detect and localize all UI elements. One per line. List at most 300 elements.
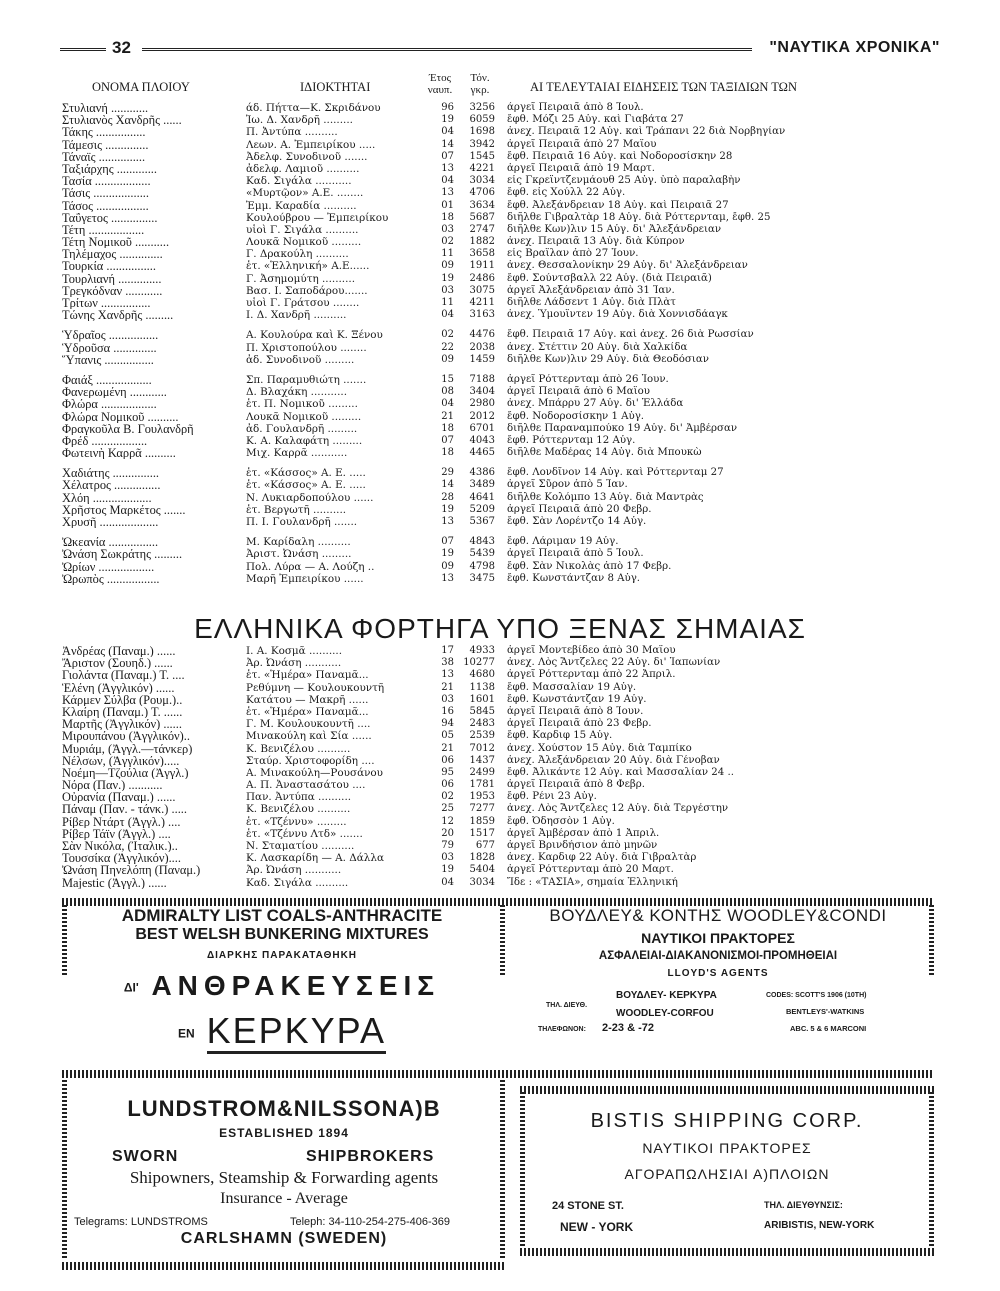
voyage-news: ἔφθ. Ρόττερνταμ 12 Αὐγ. xyxy=(507,434,636,446)
tonnage: 5845 xyxy=(469,705,495,717)
table-row xyxy=(62,816,962,828)
ship-owner: ἑτ. «Τζέννυ» ......... xyxy=(246,815,347,828)
tonnage: 7277 xyxy=(469,803,495,815)
build-year: 13 xyxy=(441,572,454,584)
col-header-year xyxy=(420,72,460,96)
ad-lundstrom-line2: ESTABLISHED 1894 xyxy=(219,1126,349,1140)
tonnage: 6701 xyxy=(469,422,495,434)
ship-name: Ταΰγετος ............... xyxy=(62,211,158,224)
ad-lundstrom-border-right xyxy=(500,1080,505,1260)
voyage-news: ἔφθ. Λάριμαν 19 Αὐγ. xyxy=(507,536,619,548)
voyage-news: ἔφθ. Ρένι 23 Αὐγ. xyxy=(507,791,597,803)
ship-owner: Πολ. Λύρα — Α. Λούζη .. xyxy=(246,560,375,573)
voyage-news: ἀνεχ. Στέττιν 20 Αὐγ. διὰ Χαλκίδα xyxy=(507,341,688,353)
ship-name: Τάσις .................. xyxy=(62,187,149,200)
voyage-news: ἀνεχ. Καρδιφ 22 Αὐγ. διὰ Γιβραλτὰρ xyxy=(507,852,697,864)
table-row xyxy=(62,669,962,681)
voyage-news: ἀνεχ. Μπάρρυ 27 Αὐγ. δι' Ἑλλάδα xyxy=(507,398,684,410)
ad-admiralty-line5 xyxy=(66,1010,498,1052)
tonnage: 3034 xyxy=(469,876,495,888)
ship-owner: Μιχ. Καρρᾶ ........... xyxy=(246,447,348,460)
ship-name: Χλόη ................... xyxy=(62,491,152,504)
table-row xyxy=(62,657,962,669)
ship-name: Τουρλιανή .............. xyxy=(62,272,162,285)
col-header-news: ΑΙ ΤΕΛΕΥΤΑΙΑΙ ΕΙΔΗΣΕΙΣ ΤΩΝ ΤΑΞΙΔΙΩΝ ΤΩΝ xyxy=(530,80,797,94)
build-year: 09 xyxy=(441,353,454,365)
build-year: 17 xyxy=(441,645,454,656)
table-row xyxy=(62,779,962,791)
table-row xyxy=(62,479,962,491)
ship-name: Φλώρα .................. xyxy=(62,398,157,411)
table-row xyxy=(62,187,962,199)
voyage-news: ἔφθ. Σούντσβαλλ 22 Αὐγ. (διὰ Πειραιᾶ) xyxy=(507,272,712,284)
tonnage: 1882 xyxy=(469,236,495,248)
build-year: 04 xyxy=(441,126,454,138)
ad-bistis-border-top xyxy=(520,1086,934,1094)
page-number: 32 xyxy=(112,38,131,57)
voyage-news: ἔφθ. Κωνστάντζαν 8 Αὐγ. xyxy=(507,572,641,584)
voyage-news: ἔφθ. εἰς Χούλλ 22 Αὐγ. xyxy=(507,187,626,199)
table-row xyxy=(62,285,962,297)
tonnage: 4680 xyxy=(469,669,495,681)
build-year: 07 xyxy=(441,434,454,446)
tonnage: 4641 xyxy=(469,491,495,503)
ship-owner: «Μυρτῷον» Α.Ε. ........ xyxy=(246,187,364,200)
voyage-news: διῆλθε Λάδσεντ 1 Αὐγ. διὰ Πλὰτ xyxy=(507,297,676,308)
ship-owner: ἑτ. «Κάσσος» Α. Ε. ..... xyxy=(246,479,366,492)
ad-admiralty-line4 xyxy=(66,970,498,1002)
tonnage: 2747 xyxy=(469,223,495,235)
ship-name: Κλαίρη (Παναμ.) Τ. ...... xyxy=(62,705,183,719)
col-header-tons xyxy=(462,72,498,96)
ship-owner: ἀδ. Συνοδινοῦ ......... xyxy=(246,353,355,366)
ad-bistis-address: 24 STONE ST. xyxy=(552,1200,624,1212)
table-row xyxy=(62,114,962,126)
col-header-tons-top: Τόν. xyxy=(470,72,490,84)
ship-owner: ἑτ. «Ἡμέρα» Παναμᾶ... xyxy=(246,669,369,682)
ad-border-middle xyxy=(62,1070,934,1078)
voyage-news: ἔφθ. Μόζι 25 Αὐγ. καὶ Γιαβάτα 27 xyxy=(507,114,684,126)
ship-owner: υἱοὶ Γ. Σιγάλα .......... xyxy=(246,223,359,236)
ship-name: Στυλιανὸς Χανδρῆς ...... xyxy=(62,114,182,127)
ship-name: Στυλιανή ............ xyxy=(62,102,149,115)
voyage-news: εἰς Γκρεϊντζενμάουθ 25 Αὐγ. ὑπὸ παραλαβὴν xyxy=(507,175,741,187)
ship-name: Ταξιάρχης ............. xyxy=(62,162,157,176)
ship-owner: Ρεθύμνη — Κουλουκουντῆ xyxy=(246,681,385,694)
ship-name: Τηλέμαχος .............. xyxy=(62,248,163,261)
tonnage: 1601 xyxy=(469,693,495,705)
tonnage: 4043 xyxy=(469,434,495,446)
ad-woodley-line3: ΑΣΦΑΛΕΙΑΙ-ΔΙΑΚΑΝΟΝΙΣΜΟΙ-ΠΡΟΜΗΘΕΙΑΙ xyxy=(598,950,838,962)
ad-border-top xyxy=(62,898,934,906)
voyage-news: διῆλθε Κων)λιν 29 Αὐγ. διὰ Θεοδόσιαν xyxy=(507,353,709,365)
table-row xyxy=(62,516,962,528)
col-header-owners: ΙΔΙΟΚΤΗΤΑΙ xyxy=(300,80,371,94)
ad-woodley-codes: CODES: SCOTT'S 1906 (10TH) xyxy=(766,992,867,999)
ad-woodley xyxy=(506,906,930,1066)
header-rule-center xyxy=(142,48,752,51)
tonnage: 1459 xyxy=(469,353,495,365)
ship-name: Τάκης ................ xyxy=(62,126,146,139)
ad-woodley-codes2: BENTLEYS'-WATKINS xyxy=(786,1007,865,1016)
build-year: 16 xyxy=(441,705,454,717)
ship-owner: υἱοὶ Γ. Γράτσου ........ xyxy=(246,297,360,309)
page-header xyxy=(60,38,940,58)
table-row xyxy=(62,200,962,212)
build-year: 09 xyxy=(441,260,454,272)
ship-name: Χρῆστος Μαρκέτος ....... xyxy=(62,503,186,517)
ship-name: Τουρκία ................ xyxy=(62,260,156,273)
build-year: 28 xyxy=(441,491,454,503)
voyage-news: ἀργεῖ Σῦρον ἀπὸ 5 Ἰαν. xyxy=(507,479,628,491)
build-year: 03 xyxy=(441,852,454,864)
voyage-news: ἀργεῖ Ρόττερνταμ ἀπὸ 22 Ἀπριλ. xyxy=(507,669,676,681)
table-row xyxy=(62,492,962,504)
build-year: 21 xyxy=(441,742,454,754)
table-row xyxy=(62,755,962,767)
ship-owner: Κ. Βενιζέλου .......... xyxy=(246,742,351,755)
col-header-name: ΟΝΟΜΑ ΠΛΟΙΟΥ xyxy=(92,80,190,94)
voyage-news: ἀργεῖ Πειραιᾶ ἀπὸ 19 Μαρτ. xyxy=(507,162,655,174)
ship-name: Τουσσίκα (Ἀγγλικόν).... xyxy=(62,852,181,865)
build-year: 19 xyxy=(441,272,454,284)
tonnage: 2012 xyxy=(469,410,495,422)
build-year: 19 xyxy=(441,548,454,560)
build-year: 94 xyxy=(441,718,454,730)
ship-owner: Ἀρ. Ὠνάση ........... xyxy=(246,864,342,877)
voyage-news: ἀργεῖ Πειραιᾶ ἀπὸ 6 Μαΐου xyxy=(507,386,650,398)
voyage-news: διῆλθε Μαδέρας 14 Αὐγ. διὰ Μπουκὼ xyxy=(507,447,702,459)
ad-bistis-line1: BISTIS SHIPPING CORP. xyxy=(590,1110,864,1132)
ship-name: Κάρμεν Σύλβα (Ρουμ.).. xyxy=(62,693,183,706)
tonnage: 1138 xyxy=(469,681,495,693)
table-row xyxy=(62,273,962,285)
ship-owner: Κ. Λασκαρίδη — Α. Δάλλα xyxy=(246,852,384,865)
ship-name: Χρυσῆ ................... xyxy=(62,516,159,529)
ship-owner: Γ. Δρακούλη .......... xyxy=(246,248,349,261)
voyage-news: ἔφθ. Πειραιᾶ 17 Αὐγ. καὶ ἀνεχ. 26 διὰ Ρωσσίαν xyxy=(507,329,754,341)
ship-owner: Σπ. Παραμυθιώτη ....... xyxy=(246,373,367,386)
table-row xyxy=(62,212,962,224)
build-year: 14 xyxy=(441,138,454,150)
voyage-news: ἀνεχ. Ὑμουΐντεν 19 Αὐγ. διὰ Χοννισδάαγκ xyxy=(507,309,728,321)
tonnage: 5687 xyxy=(469,211,495,223)
voyage-news: ἔφθ. Σὰν Λορέντζο 14 Αὐγ. xyxy=(507,516,647,527)
ship-owner: Καδ. Σιγάλα .......... xyxy=(246,876,349,889)
ad-bistis-border-right xyxy=(929,1092,934,1256)
ad-lundstrom-border-left xyxy=(62,1080,67,1260)
table-row xyxy=(62,260,962,272)
ship-name: Οὐρανία (Παναμ.) ...... xyxy=(62,791,176,804)
build-year: 02 xyxy=(441,236,454,248)
row-gap xyxy=(62,459,962,467)
voyage-news: ἔφθ. Καρδιφ 15 Αὐγ. xyxy=(507,730,613,742)
build-year: 03 xyxy=(441,223,454,235)
build-year: 07 xyxy=(441,536,454,548)
build-year: 79 xyxy=(441,840,454,851)
build-year: 04 xyxy=(441,398,454,410)
ad-admiralty-di: ΔΙ' xyxy=(123,980,139,995)
ad-bistis-line3: ΑΓΟΡΑΠΩΛΗΣΙΑΙ Α)ΠΛΟΙΩΝ xyxy=(624,1166,830,1182)
build-year: 20 xyxy=(441,827,454,839)
ship-name: Γιολάντα (Παναμ.) Τ. .... xyxy=(62,669,185,682)
ship-owner: Μ. Καρίδαλη .......... xyxy=(246,536,351,549)
ship-owner: Λουκᾶ Νομικοῦ ......... xyxy=(246,410,362,423)
ad-lundstrom xyxy=(70,1096,498,1256)
build-year: 04 xyxy=(441,876,454,888)
ship-name: Ὑδραῖος ................ xyxy=(62,329,159,342)
table-row xyxy=(62,329,962,341)
tonnage: 3163 xyxy=(469,309,495,321)
tonnage: 3942 xyxy=(469,138,495,150)
foreign-ships-table xyxy=(62,645,962,889)
voyage-news: ἀργεῖ Ἀμβέρσαν ἀπὸ 1 Ἀπριλ. xyxy=(507,827,660,839)
ad-bistis-border-left xyxy=(520,1092,525,1256)
build-year: 13 xyxy=(441,162,454,174)
ship-owner: Π. Ι. Γουλανδρῆ ....... xyxy=(246,516,358,528)
build-year: 13 xyxy=(441,669,454,681)
tonnage: 3075 xyxy=(469,284,495,296)
tonnage: 1781 xyxy=(469,779,495,791)
table-row xyxy=(62,694,962,706)
ship-name: Ἑλένη (Ἀγγλικόν) ...... xyxy=(62,681,175,694)
ad-admiralty-line1: ADMIRALTY LIST COALS-ANTHRACITE xyxy=(121,906,443,925)
tonnage: 1698 xyxy=(469,126,495,138)
tonnage: 4798 xyxy=(469,560,495,572)
voyage-news: ἀργεῖ Βρινδήσιον ἀπὸ μηνῶν xyxy=(507,840,658,851)
table-row xyxy=(62,411,962,423)
ship-owner: Μαρῆ Ἐμπειρίκου ...... xyxy=(246,572,364,585)
header-rule-left xyxy=(60,48,106,51)
ship-name: Νοέμη—Τζούλια (Ἀγγλ.) xyxy=(62,766,189,780)
table-row xyxy=(62,561,962,573)
ship-name: Τάμεσις .............. xyxy=(62,138,149,151)
table-row xyxy=(62,645,962,657)
build-year: 95 xyxy=(441,766,454,778)
tonnage: 4465 xyxy=(469,447,495,459)
ship-owner: Ἰω. Δ. Χανδρῆ ......... xyxy=(246,114,353,127)
table-row xyxy=(62,767,962,779)
ship-owner: ἑτ. «Τζέννυ Λτδ» ....... xyxy=(246,827,363,840)
tonnage: 2486 xyxy=(469,272,495,284)
build-year: 15 xyxy=(441,373,454,385)
ship-owner: Π. Ἀντύπα .......... xyxy=(246,126,338,139)
tonnage: 4843 xyxy=(469,536,495,548)
ad-lundstrom-teleph: Teleph: 34-110-254-275-406-369 xyxy=(290,1216,451,1228)
table-row xyxy=(62,504,962,516)
voyage-news: ἀνεχ. Χούστον 15 Αὐγ. διὰ Ταμπίκο xyxy=(507,742,692,754)
voyage-news: ἀργεῖ Πειραιᾶ ἀπὸ 27 Μαΐου xyxy=(507,138,657,150)
table-row xyxy=(62,151,962,163)
table-row xyxy=(62,342,962,354)
ship-name: Τέτη .................. xyxy=(62,223,145,237)
ship-name: Φαιάξ .................. xyxy=(62,373,152,387)
ship-name: Ὠρωπὸς ................. xyxy=(62,572,160,585)
ship-owner: άδ. Πήττα—Κ. Σκριδάνου xyxy=(246,102,381,114)
ship-owner: Σταύρ. Χριστοφορίδη .... xyxy=(246,754,375,767)
voyage-news: ἔφθ. Κωνστάντζαν 19 Αὐγ. xyxy=(507,693,647,705)
build-year: 08 xyxy=(441,386,454,398)
ship-owner: Μινακούλη καὶ Σία ...... xyxy=(246,730,372,743)
table-row xyxy=(62,743,962,755)
ad-woodley-codes3: ABC. 5 & 6 MARCONI xyxy=(790,1024,867,1033)
build-year: 02 xyxy=(441,329,454,341)
ad-bistis xyxy=(528,1110,926,1246)
tonnage: 3034 xyxy=(469,175,495,187)
ship-name: Τρίτων ................ xyxy=(62,297,151,310)
table-row xyxy=(62,682,962,694)
build-year: 96 xyxy=(441,102,454,113)
tonnage: 2980 xyxy=(469,398,495,410)
table-row xyxy=(62,791,962,803)
tonnage: 4933 xyxy=(469,645,495,656)
row-gap xyxy=(62,321,962,329)
voyage-news: διῆλθε Παραναμπούκο 19 Αὐγ. δι' Ἀμβέρσαν xyxy=(507,422,738,434)
voyage-news: ἔφθ. Ἀλικάντε 12 Αὐγ. καὶ Μασσαλίαν 24 .. xyxy=(507,766,734,778)
row-gap xyxy=(62,528,962,536)
voyage-news: ἔφθ. Πειραιᾶ 16 Αὐγ. καὶ Νοδοροσίσκην 28 xyxy=(507,150,733,162)
voyage-news: ἀργεῖ Πειραιᾶ ἀπὸ 8 Φεβρ. xyxy=(507,779,646,791)
table-row xyxy=(62,467,962,479)
table-row xyxy=(62,224,962,236)
voyage-news: ἔφθ. Σὰν Νικολὰς ἀπὸ 17 Φεβρ. xyxy=(507,560,672,572)
tonnage: 1437 xyxy=(469,754,495,766)
ship-name: Τρεγκόδναν ............ xyxy=(62,284,163,298)
ship-owner: Ἀδελφ. Συνοδινοῦ ....... xyxy=(246,150,368,163)
build-year: 06 xyxy=(441,779,454,791)
build-year: 04 xyxy=(441,309,454,321)
table-row xyxy=(62,864,962,876)
ship-owner: Ἀριστ. Ὠνάση ......... xyxy=(246,548,352,561)
ad-bistis-city: NEW - YORK xyxy=(560,1220,634,1234)
ship-name: Φωτεινὴ Καρρᾶ .......... xyxy=(62,447,176,460)
ship-owner: Καδ. Σιγάλα ........... xyxy=(246,175,352,188)
build-year: 03 xyxy=(441,693,454,705)
table-row xyxy=(62,236,962,248)
voyage-news: άργεῖ Πειραιᾶ ἀπὸ 8 Ἰουλ. xyxy=(507,102,644,113)
build-year: 07 xyxy=(441,150,454,162)
table-row xyxy=(62,175,962,187)
ad-bistis-border-bottom xyxy=(520,1248,934,1256)
ship-name: Τάναϊς ............... xyxy=(62,150,146,163)
ad-bistis-cable: ARIBISTIS, NEW-YORK xyxy=(764,1220,875,1231)
ship-owner: Γ. Μ. Κουλουκουντῆ .... xyxy=(246,718,371,731)
build-year: 04 xyxy=(441,175,454,187)
ship-owner: ἀδ. Γουλανδρῆ ......... xyxy=(246,422,358,435)
voyage-news: ἀργεῖ Ἀλεξάνδρειαν ἀπὸ 31 Ἰαν. xyxy=(507,284,675,296)
voyage-news: ἀργεῖ Μοντεβίδεο ἀπὸ 30 Μαΐου xyxy=(507,645,676,656)
ship-name: Φρέδ .................. xyxy=(62,434,148,448)
voyage-news: ἀργεῖ Πειραιᾶ ἀπὸ 8 Ἰουν. xyxy=(507,705,644,717)
ship-name: Ὑδροῦσα .............. xyxy=(62,341,157,354)
table-row xyxy=(62,163,962,175)
build-year: 19 xyxy=(441,503,454,515)
col-header-year-top: Έτος xyxy=(429,72,451,84)
build-year: 06 xyxy=(441,754,454,766)
ship-name: Χαδιάτης ............... xyxy=(62,467,160,480)
build-year: 38 xyxy=(441,657,454,669)
ship-name: Τώνης Χανδρῆς ......... xyxy=(62,309,174,322)
ship-name: Χέλατρος ............... xyxy=(62,479,161,492)
ship-owner: Γ. Ἀσημομύτη .......... xyxy=(246,272,356,285)
build-year: 12 xyxy=(441,815,454,827)
table-row xyxy=(62,435,962,447)
table-row xyxy=(62,297,962,309)
magazine-title: "ΝΑΥΤΙΚΑ ΧΡΟΝΙΚΑ" xyxy=(769,39,940,56)
section-title: ΕΛΛΗΝΙΚΑ ΦΟΡΤΗΓΑ ΥΠΟ ΞΕΝΑΣ ΣΗΜΑΙΑΣ xyxy=(194,613,806,644)
ship-name: Πάναμ (Παν. - τάνκ.) ..... xyxy=(62,803,187,816)
tonnage: 4476 xyxy=(469,329,495,341)
ship-name: Ὠνάση Πηνελόπη (Παναμ.) xyxy=(62,864,201,877)
voyage-news: ἔφθ. Νοδοροσίσκην 1 Αὐγ. xyxy=(507,410,645,422)
voyage-news: ἀργεῖ Πειραιᾶ ἀπὸ 23 Φεβρ. xyxy=(507,718,652,730)
table-row xyxy=(62,548,962,560)
tonnage: 2539 xyxy=(469,730,495,742)
voyage-news: ἔφθ. Ἀλεξάνδρειαν 18 Αὐγ. καὶ Πειραιᾶ 27 xyxy=(507,199,729,211)
ship-owner: Ἀρ. Ὠνάση ........... xyxy=(246,657,342,670)
ship-name: Τέτη Νομικοῦ ........... xyxy=(62,236,170,249)
build-year: 13 xyxy=(441,516,454,527)
build-year: 05 xyxy=(441,730,454,742)
voyage-news: ἀργεῖ Πειραιᾶ ἀπὸ 20 Φεβρ. xyxy=(507,503,652,515)
build-year: 21 xyxy=(441,410,454,422)
tonnage: 7012 xyxy=(469,742,495,754)
ship-name: Ὠρίων .................. xyxy=(62,560,155,573)
table-row xyxy=(62,309,962,321)
ad-lundstrom-telegrams: Telegrams: LUNDSTROMS xyxy=(74,1216,208,1228)
voyage-news: ἀργεῖ Ρόττερνταμ ἀπὸ 26 Ἰουν. xyxy=(507,373,669,385)
voyage-news: Ἴδε : «ΤΑΣΙΑ», σημαία Ἑλληνική xyxy=(507,876,678,888)
ship-owner: Κατάτου — Μακρῆ ...... xyxy=(246,693,369,706)
voyage-news: ἀνεχ. Λὸς Ἄντζελες 12 Αὐγ. διὰ Τεργέστην xyxy=(507,803,729,815)
tonnage: 3658 xyxy=(469,248,495,260)
ship-name: Ἀνδρέας (Παναμ.) ...... xyxy=(62,645,176,658)
ship-name: Ρίβερ Ντάρτ (Ἀγγλ.) .... xyxy=(62,815,181,828)
table-row xyxy=(62,423,962,435)
build-year: 19 xyxy=(441,114,454,126)
ship-owner: Λεων. Α. Ἐμπειρίκου ..... xyxy=(246,138,376,151)
table-row xyxy=(62,718,962,730)
ship-name: Majestic (Ἀγγλ.) ...... xyxy=(62,876,167,889)
tonnage: 4706 xyxy=(469,187,495,199)
ship-name: Ὠκεανία ................ xyxy=(62,536,159,549)
table-row xyxy=(62,447,962,459)
build-year: 14 xyxy=(441,479,454,491)
ad-lundstrom-line4: Shipowners, Steamship & Forwarding agents xyxy=(129,1168,439,1187)
tonnage: 1517 xyxy=(469,827,495,839)
ship-name: Ρίβερ Τάϊν (Ἀγγλ.) .... xyxy=(62,827,171,841)
ad-lundstrom-border-bottom xyxy=(62,1262,505,1270)
ships-table xyxy=(62,102,962,585)
ad-woodley-line4: LLOYD'S AGENTS xyxy=(667,968,769,979)
voyage-news: ἀργεῖ Ρόττερνταμ ἀπὸ 20 Μαρτ. xyxy=(507,864,674,876)
tonnage: 2038 xyxy=(469,341,495,353)
tonnage: 5209 xyxy=(469,503,495,515)
ship-owner: Ι. Α. Κοσμᾶ .......... xyxy=(246,645,343,657)
ship-owner: ἑτ. Π. Νομικοῦ ......... xyxy=(246,398,358,411)
ad-admiralty xyxy=(66,906,498,1066)
ship-name: Νέλσων, (Ἀγγλικόν)..... xyxy=(62,754,180,767)
tonnage: 5439 xyxy=(469,548,495,560)
ship-owner: Κουλούβρου — Ἐμπειρίκου xyxy=(246,211,389,224)
ad-woodley-line1: ΒΟΥΔΛΕΥ& ΚΟΝΤΗΣ WOODLEY&CONDI xyxy=(549,906,887,925)
build-year: 18 xyxy=(441,211,454,223)
table-row xyxy=(62,828,962,840)
ship-owner: Βασ. Ι. Σαποδάρου....... xyxy=(246,284,368,297)
ship-name: Φλώρα Νομικοῦ .......... xyxy=(62,410,179,423)
ship-owner: ἑτ. «Ἑλληνική» Α.Ε...... xyxy=(246,260,370,273)
ship-owner: Ἐμμ. Καραδία .......... xyxy=(246,199,357,212)
